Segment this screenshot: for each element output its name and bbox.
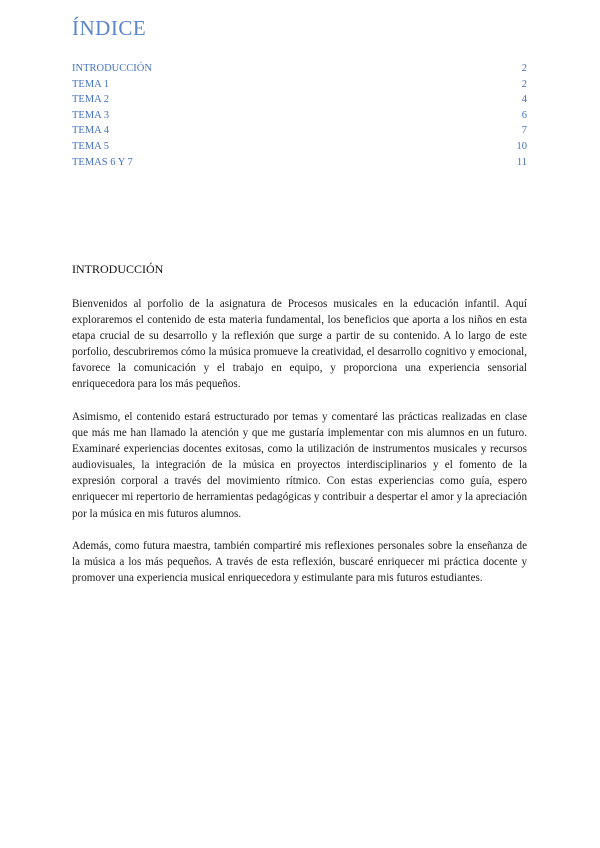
toc-entry-page: 4 bbox=[521, 94, 527, 106]
toc-entry-tema-3[interactable] bbox=[72, 110, 527, 126]
intro-paragraph-2: Asimismo, el contenido estará estructurado por temas y comentaré las prácticas realizadas en clase que más me han llamado la atención y que me gustaría implementar con mis alumnos en un futuro. Examinaré experiencias docentes exitosas, como la utilización de instrumentos musicales y recursos audiovisuales, la integración de la música en proyectos interdisciplinarios y el fomento de la expresión corporal a través del movimiento rítmico. Con estas experiencias como guía, espero enriquecer mi repertorio de herramientas pedagógicas y contribuir a despertar el amor y la apreciación por la música en mis futuros alumnos. bbox=[72, 411, 527, 520]
toc-entry-label: INTRODUCCIÓN bbox=[72, 63, 152, 74]
toc-entry-temas-6-y-7[interactable] bbox=[72, 157, 527, 173]
toc-entry-page: 11 bbox=[516, 156, 527, 168]
toc-entry-tema-1[interactable] bbox=[72, 79, 527, 95]
toc-entry-page: 10 bbox=[516, 140, 527, 152]
toc-entry-page: 2 bbox=[521, 63, 527, 74]
table-of-contents bbox=[72, 63, 527, 172]
toc-entry-tema-4[interactable] bbox=[72, 125, 527, 141]
toc-entry-label: TEMA 2 bbox=[72, 94, 110, 106]
toc-entry-label: TEMA 3 bbox=[72, 109, 110, 121]
toc-title: ÍNDICE bbox=[72, 16, 147, 40]
toc-entry-label: TEMA 1 bbox=[72, 78, 110, 90]
toc-entry-introduccion[interactable] bbox=[72, 63, 527, 79]
introduction-heading: INTRODUCCIÓN bbox=[72, 262, 164, 276]
intro-paragraph-3: Además, como futura maestra, también compartiré mis reflexiones personales sobre la enseñanza de la música a los más pequeños. A través de esta reflexión, buscaré enriquecer mi práctica docente y promover una experiencia musical enriquecedora y estimulante para mis futuros estudiantes. bbox=[72, 540, 527, 585]
toc-entry-page: 2 bbox=[521, 78, 527, 90]
toc-entry-page: 6 bbox=[521, 109, 527, 121]
toc-entry-label: TEMA 4 bbox=[72, 125, 110, 137]
toc-entry-tema-2[interactable] bbox=[72, 94, 527, 110]
toc-entry-label: TEMA 5 bbox=[72, 140, 110, 152]
intro-paragraph-1: Bienvenidos al porfolio de la asignatura de Procesos musicales en la educación infantil. Aquí exploraremos el contenido de esta materia fundamental, los beneficios que aporta a los niños en esta etapa crucial de su desarrollo y la reflexión que surge a partir de su contenido. A lo largo de este porfolio, descubriremos cómo la música promueve la creatividad, el desarrollo cognitivo y emocional, favorece la comunicación y el trabajo en equipo, y proporciona una experiencia sensorial enriquecedora para los más pequeños. bbox=[72, 298, 527, 391]
toc-entry-page: 7 bbox=[521, 125, 527, 137]
toc-entry-tema-5[interactable] bbox=[72, 141, 527, 157]
toc-entry-label: TEMAS 6 Y 7 bbox=[72, 156, 133, 168]
